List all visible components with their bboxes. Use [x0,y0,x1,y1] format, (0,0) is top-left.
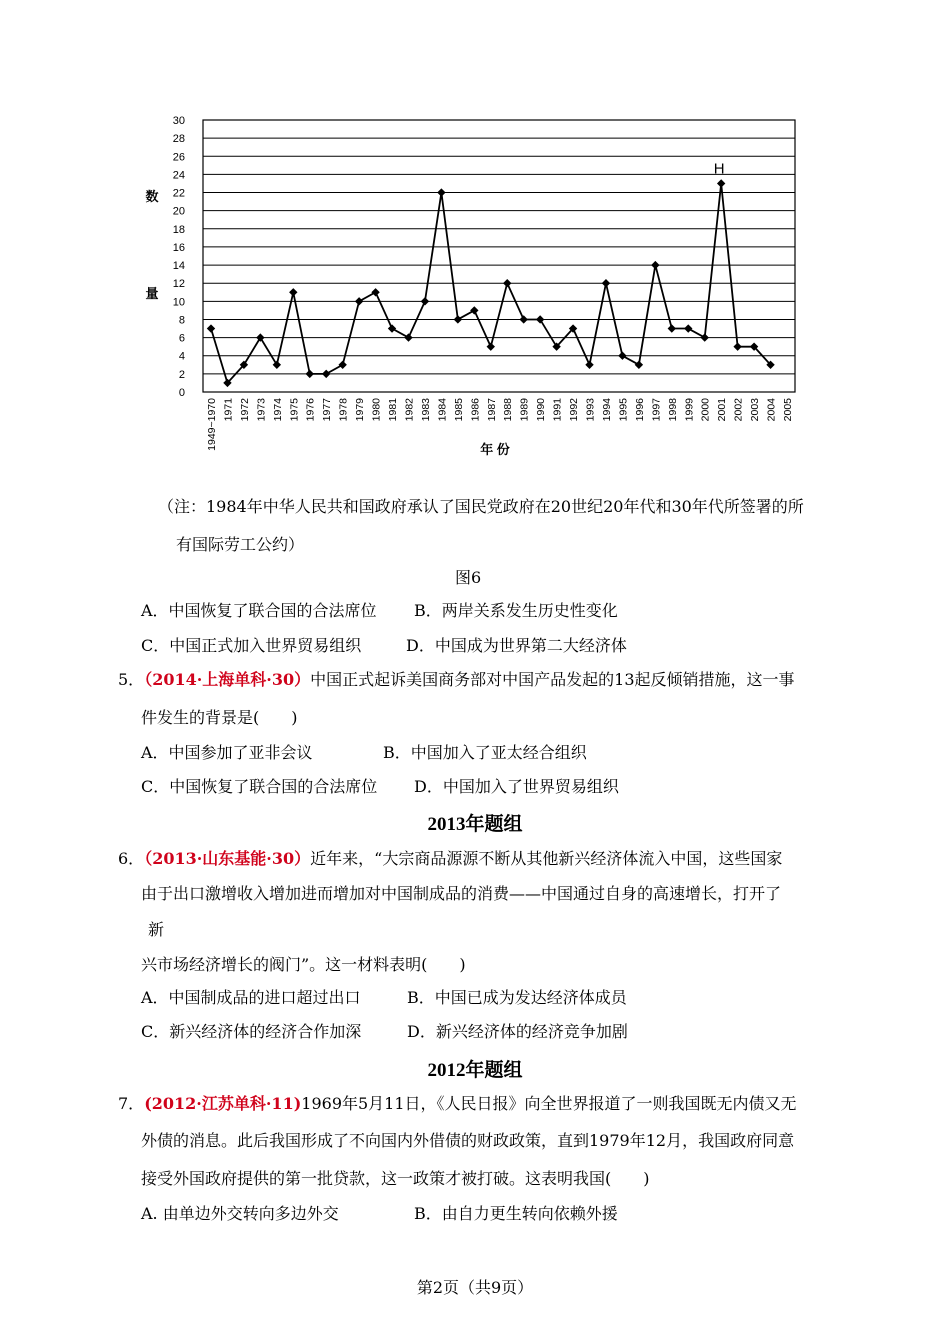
q7-number: 7． [118,1094,145,1113]
x-tick-label: 1979 [354,398,367,422]
data-point [437,188,445,196]
y-tick-label: 12 [172,278,185,291]
x-tick-label: 1998 [666,398,679,422]
x-tick-label: 1986 [469,398,482,422]
x-tick-label: 2002 [732,398,745,422]
q7-option-b: B．由自力更生转向依赖外援 [414,1204,618,1223]
q4-option-c: C．中国正式加入世界贸易组织 [141,636,362,655]
y-tick-label: 14 [172,260,185,273]
data-point [207,324,215,332]
data-point [306,370,314,378]
y-tick-label: 22 [172,187,185,200]
q5-option-c: C．中国恢复了联合国的合法席位 [141,777,378,796]
q5-option-d: D．中国加入了世界贸易组织 [414,777,619,796]
y-tick-label: 4 [178,350,185,363]
x-tick-label: 1989 [518,398,531,422]
q5-stem-cont: 件发生的背景是( ) [141,708,298,727]
data-point [273,361,281,369]
x-tick-label: 1997 [650,398,663,422]
y-tick-label: 30 [172,115,185,127]
q6-stem [118,849,782,869]
y-tick-label: 26 [172,151,185,164]
x-tick-label: 1991 [551,398,564,422]
data-point [388,324,396,332]
x-tick-label: 2001 [716,398,729,422]
x-tick-label: 1999 [683,398,696,422]
x-tick-label: 1994 [600,398,613,422]
x-tick-label: 1976 [304,398,317,422]
x-tick-label: 1972 [238,398,251,422]
x-tick-label: 1993 [584,398,597,422]
data-point [684,324,692,332]
data-point [289,288,297,296]
data-point [404,333,412,341]
q6-option-a: A．中国制成品的进口超过出口 [141,988,361,1007]
data-point [338,361,346,369]
y-tick-label: 18 [172,223,185,236]
x-tick-label: 2000 [699,398,712,422]
y-tick-label: 10 [172,296,185,309]
q4-option-b: B．两岸关系发生历史性变化 [414,601,618,620]
q4-option-d: D．中国成为世界第二大经济体 [406,636,627,655]
data-point [256,333,264,341]
q7-stem-cont2: 接受外国政府提供的第一批贷款，这一政策才被打破。这表明我国( ) [141,1169,650,1188]
q4-option-a: A．中国恢复了联合国的合法席位 [141,601,377,620]
x-tick-label: 1949~1970 [206,398,218,451]
data-point [503,279,511,287]
q5-source: （2014·上海单科·30） [144,670,311,689]
q6-stem-text: 近年来，“大宗商品源源不断从其他新兴经济体流入中国，这些国家 [310,849,783,868]
q5-stem [118,670,795,690]
x-tick-label: 1984 [436,398,449,422]
data-point [585,361,593,369]
data-point [668,324,676,332]
data-point [701,333,709,341]
x-tick-label: 1981 [387,398,400,422]
y-tick-label: 28 [172,133,185,146]
q7-stem [118,1094,797,1114]
chart-note: （注：1984年中华人民共和国政府承认了国民党政府在20世纪20年代和30年代所签署的所 [158,497,804,516]
y-tick-label: 8 [178,314,185,327]
q7-option-a: A. 由单边外交转向多边外交 [141,1204,339,1223]
y-tick-label: 2 [178,368,185,381]
data-point [470,306,478,314]
q5-option-a: A．中国参加了亚非会议 [141,743,313,762]
x-tick-label: 1971 [222,398,235,422]
q6-number: 6． [118,849,145,868]
q5-option-b: B．中国加入了亚太经合组织 [383,743,587,762]
data-point [602,279,610,287]
x-tick-label: 2003 [749,398,762,422]
data-point [371,288,379,296]
x-tick-label: 1983 [419,398,432,422]
q6-stem-cont3: 兴市场经济增长的阀门”。这一材料表明( ) [141,955,466,974]
x-tick-label: 1995 [617,398,630,422]
q7-source: (2012·江苏单科·11) [144,1094,302,1113]
figure-caption: 图6 [455,568,482,587]
q7-stem-cont: 外债的消息。此后我国形成了不向国内外借债的财政政策，直到1979年12月，我国政府同意 [141,1131,795,1150]
q5-number: 5． [118,670,145,689]
section-heading-2013: 2013年题组 [427,814,523,835]
x-tick-label: 1992 [568,398,581,422]
x-tick-label: 1985 [452,398,465,422]
section-heading-2012: 2012年题组 [427,1060,523,1081]
y-tick-label: 16 [172,241,185,254]
x-tick-label: 1973 [255,398,268,422]
data-point [421,297,429,305]
q6-stem-cont: 由于出口激增收入增加进而增加对中国制成品的消费——中国通过自身的高速增长，打开了 [141,884,782,903]
x-tick-label: 1975 [288,398,301,422]
x-tick-label: 1978 [337,398,350,422]
data-point [355,297,363,305]
q6-option-d: D．新兴经济体的经济竞争加剧 [407,1022,628,1041]
q6-option-c: C．新兴经济体的经济合作加深 [141,1022,362,1041]
data-point [454,315,462,323]
q7-stem-text: 1969年5月11日，《人民日报》向全世界报道了一则我国既无内债又无 [301,1094,797,1113]
x-tick-label: 1987 [485,398,498,422]
data-point [733,342,741,350]
data-point [536,315,544,323]
data-point [519,315,527,323]
q6-stem-cont2: 新 [148,920,165,939]
data-point [618,352,626,360]
plot-frame [203,120,795,392]
x-tick-label: 1996 [633,398,646,422]
x-tick-label: 1988 [502,398,515,422]
y-tick-label: 24 [172,169,185,182]
x-tick-label: 1974 [271,398,284,422]
data-point [322,370,330,378]
x-tick-label: 1990 [535,398,548,422]
x-tick-label: 1980 [370,398,383,422]
x-tick-label: 2004 [765,398,778,422]
y-axis-label-top: 数 [145,189,159,204]
y-tick-label: 6 [178,332,185,345]
x-tick-label: 1977 [321,398,334,422]
x-axis-label: 年 份 [480,442,510,457]
q6-option-b: B．中国已成为发达经济体成员 [407,988,627,1007]
q5-stem-text: 中国正式起诉美国商务部对中国产品发起的13起反倾销措施，这一事 [310,670,795,689]
data-point [487,342,495,350]
peak-annotation: H [713,160,725,178]
line-chart [140,108,820,468]
y-axis-label-bottom: 量 [145,286,159,301]
x-tick-label: 1982 [403,398,416,422]
y-tick-label: 20 [172,205,185,218]
data-point [651,261,659,269]
q6-source: （2013·山东基能·30） [144,849,311,868]
data-point [717,179,725,187]
page-footer: 第2页（共9页） [416,1278,534,1297]
x-tick-label: 2005 [782,398,794,422]
y-tick-label: 0 [178,387,185,399]
data-point [635,361,643,369]
chart-note-cont: 有国际劳工公约） [176,535,305,554]
